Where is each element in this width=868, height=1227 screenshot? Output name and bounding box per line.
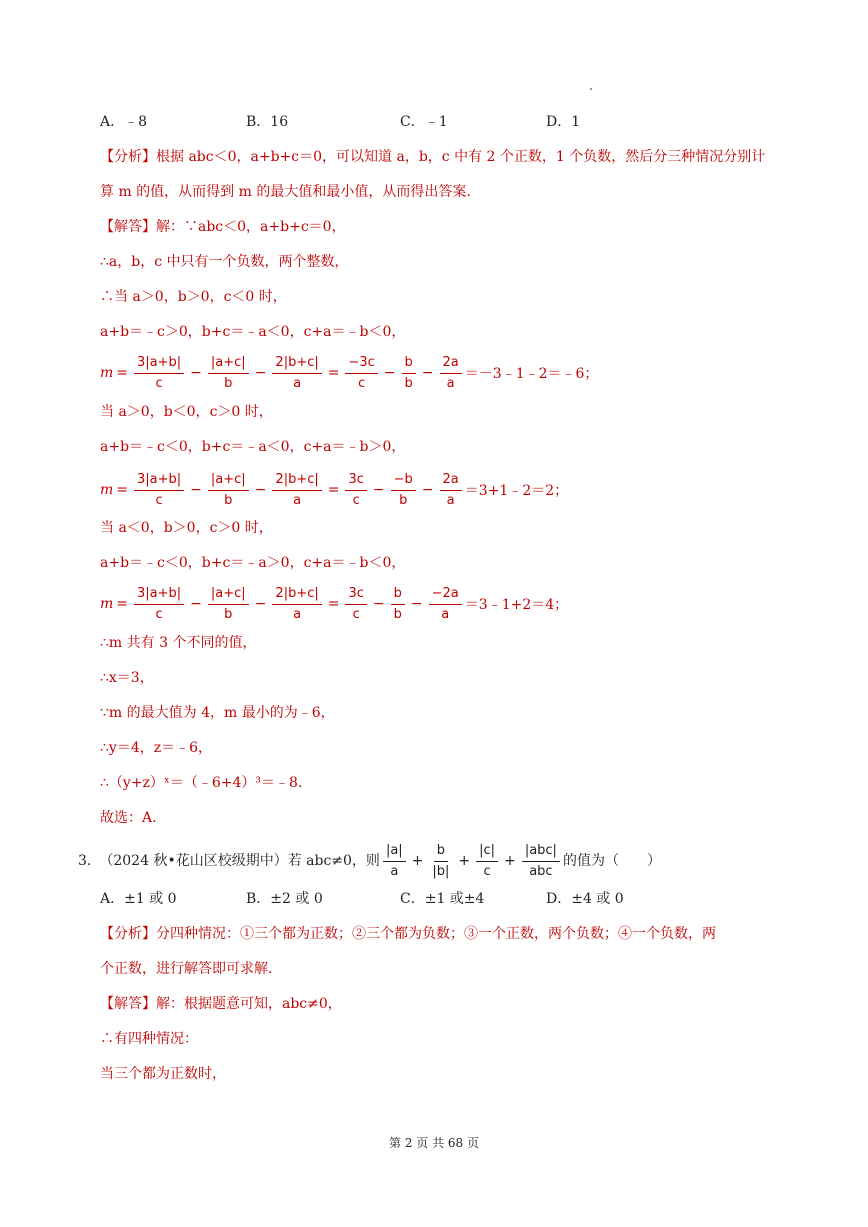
scan-dot xyxy=(590,88,592,90)
fraction: $\frac{2|b+c|}{a}$ xyxy=(272,586,321,623)
fraction: $\frac{\text{|abc|}}{\text{abc}}$ xyxy=(522,843,560,880)
q2-line-12: ∴x＝3， xyxy=(100,670,154,686)
q2-line-6: a+b＝﹣c＜0，b+c＝﹣a＜0，c+a＝﹣b＞0， xyxy=(100,439,406,455)
fraction: $\frac{|a+c|}{b}$ xyxy=(208,586,249,623)
q3-stem: 3. （2024 秋•花山区校级期中）若 abc≠0，则 $\frac{|a|}{a}$ + $\frac{b}{|b|}$ + $\frac{|c|}{c}$ + $\frac{\text{|abc|}}{\text{abc}}$ 的值为（ ） xyxy=(78,842,661,879)
q2-analysis-line1 xyxy=(100,147,765,167)
q2-option-b[interactable]: B．16 xyxy=(246,114,289,130)
q2-line-9: a+b＝﹣c＜0，b+c＝﹣a＞0，c+a＝﹣b＜0， xyxy=(100,555,406,571)
fraction: $\frac{3c}{c}$ xyxy=(345,586,366,623)
page-footer: 第 2 页 共 68 页 xyxy=(389,1136,479,1150)
q2-line-13: ∵m 的最大值为 4，m 最小的为﹣6， xyxy=(100,705,335,721)
solution-intro: 解：根据题意可知，abc≠0， xyxy=(156,996,342,1012)
analysis-text: 根据 abc＜0，a+b+c＝0，可以知道 a，b，c 中有 2 个正数，1 个负数，然后分三种情况分别计 xyxy=(156,149,766,165)
q3-solution-line xyxy=(100,994,342,1014)
q3-analysis-line1 xyxy=(100,924,716,944)
fraction: $\frac{|a|}{a}$ xyxy=(383,843,406,880)
fraction: $\frac{-2a}{a}$ xyxy=(429,586,462,623)
q3-line-a: ∴有四种情况： xyxy=(100,1031,198,1047)
fraction: $\frac{3|a+b|}{c}$ xyxy=(134,355,184,392)
q2-line-8: 当 a＜0，b＞0，c＞0 时， xyxy=(100,520,273,536)
fraction: $\frac{|c|}{c}$ xyxy=(476,843,498,880)
q3-option-d[interactable]: D．±4 或 0 xyxy=(546,891,624,907)
q3-line-b: 当三个都为正数时， xyxy=(100,1066,226,1082)
solution-tag: 【解答】 xyxy=(100,219,156,235)
q3-analysis-line2: 个正数，进行解答即可求解. xyxy=(100,961,273,977)
q2-line-11: ∴m 共有 3 个不同的值， xyxy=(100,635,257,651)
fraction: $\frac{b}{b}$ xyxy=(391,586,405,623)
fraction: $\frac{3|a+b|}{c}$ xyxy=(134,472,184,509)
q2-analysis-line2: 算 m 的值，从而得到 m 的最大值和最小值，从而得出答案. xyxy=(100,184,471,200)
equation-result: ＝3﹣1+2＝4； xyxy=(464,597,569,613)
question-tail: 的值为（ ） xyxy=(562,853,661,869)
q2-answer: 故选：A. xyxy=(100,810,157,826)
question-number: 3. xyxy=(78,853,92,869)
fraction: $\frac{3c}{c}$ xyxy=(345,472,366,509)
equation-result: ＝－3﹣1﹣2＝﹣6； xyxy=(464,366,599,382)
fraction: $\frac{b}{b}$ xyxy=(402,355,416,392)
fraction: $\frac{2|b+c|}{a}$ xyxy=(272,355,321,392)
q2-line-2: ∴当 a＞0，b＞0，c＜0 时， xyxy=(100,289,287,305)
analysis-tag: 【分析】 xyxy=(100,926,156,942)
q2-line-15: ∴（y+z）ˣ＝（﹣6+4）³＝﹣8. xyxy=(100,775,303,791)
q2-solution-line xyxy=(100,217,346,237)
q2-line-14: ∴y＝4，z＝﹣6， xyxy=(100,740,213,756)
fraction: $\frac{b}{|b|}$ xyxy=(432,842,450,879)
fraction: $\frac{2a}{a}$ xyxy=(440,355,462,392)
q2-option-d[interactable]: D．1 xyxy=(546,114,581,130)
analysis-text: 分四种情况：①三个都为正数；②三个都为负数；③一个正数，两个负数；④一个负数，两 xyxy=(156,926,716,942)
q2-line-3: a+b＝﹣c＞0，b+c＝﹣a＜0，c+a＝﹣b＜0， xyxy=(100,324,406,340)
equation-result: ＝3+1﹣2＝2； xyxy=(464,483,569,499)
fraction: $\frac{-3c}{c}$ xyxy=(345,355,377,392)
solution-intro: 解：∵abc＜0，a+b+c＝0， xyxy=(156,219,346,235)
q3-option-a[interactable]: A．±1 或 0 xyxy=(100,891,177,907)
solution-tag: 【解答】 xyxy=(100,996,156,1012)
q3-option-c[interactable]: C．±1 或±4 xyxy=(400,891,485,907)
question-source: （2024 秋•花山区校级期中）若 abc≠0，则 xyxy=(99,853,380,869)
equation-1: m = $\frac{3|a+b|}{c}$ − $\frac{|a+c|}{b}$ − $\frac{2|b+c|}{a}$ = $\frac{-3c}{c}$ − $\frac{b}{b}$ − $\frac{2a}{a}$ ＝－3﹣1﹣2＝﹣6； xyxy=(100,354,599,391)
fraction: $\frac{2a}{a}$ xyxy=(440,472,462,509)
fraction: $\frac{|a+c|}{b}$ xyxy=(208,355,249,392)
equation-3: m = $\frac{3|a+b|}{c}$ − $\frac{|a+c|}{b}$ − $\frac{2|b+c|}{a}$ = $\frac{3c}{c}$ − $\frac{b}{b}$ − $\frac{-2a}{a}$ ＝3﹣1+2＝4； xyxy=(100,585,569,622)
equation-2: m = $\frac{3|a+b|}{c}$ − $\frac{|a+c|}{b}$ − $\frac{2|b+c|}{a}$ = $\frac{3c}{c}$ − $\frac{-b}{b}$ − $\frac{2a}{a}$ ＝3+1﹣2＝2； xyxy=(100,471,569,508)
q2-line-1: ∴a，b，c 中只有一个负数，两个整数， xyxy=(100,254,349,270)
q2-option-a[interactable]: A．﹣8 xyxy=(100,114,148,130)
fraction: $\frac{2|b+c|}{a}$ xyxy=(272,472,321,509)
q2-line-5: 当 a＞0，b＜0，c＞0 时， xyxy=(100,404,273,420)
analysis-tag: 【分析】 xyxy=(100,149,156,165)
q2-option-c[interactable]: C．﹣1 xyxy=(400,114,448,130)
fraction: $\frac{-b}{b}$ xyxy=(391,472,416,509)
fraction: $\frac{|a+c|}{b}$ xyxy=(208,472,249,509)
q3-option-b[interactable]: B．±2 或 0 xyxy=(246,891,323,907)
fraction: $\frac{3|a+b|}{c}$ xyxy=(134,586,184,623)
